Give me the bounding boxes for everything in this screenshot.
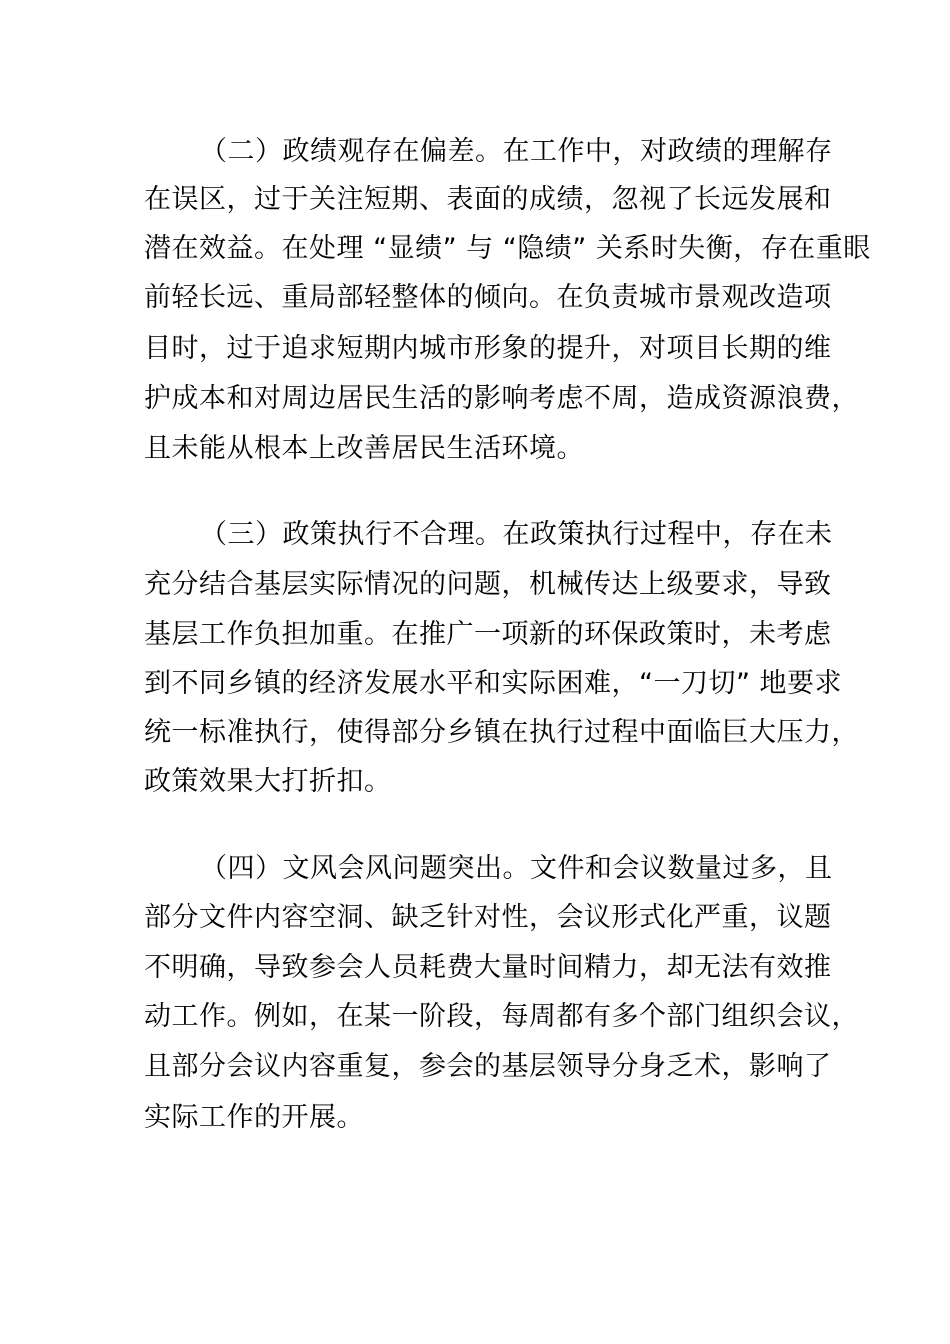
paragraph-line: （三）政策执行不合理。在政策执行过程中，存在未 <box>200 519 833 550</box>
paragraph-line: 到不同乡镇的经济发展水平和实际困难，“一刀切” 地要求 <box>144 668 843 699</box>
paragraph-line: 潜在效益。在处理 “显绩” 与 “隐绩” 关系时失衡，存在重眼 <box>144 233 871 264</box>
paragraph-line: 实际工作的开展。 <box>144 1102 364 1133</box>
paragraph-line: 前轻长远、重局部轻整体的倾向。在负责城市景观改造项 <box>144 282 832 313</box>
paragraph-line: 且部分会议内容重复，参会的基层领导分身乏术，影响了 <box>144 1051 832 1082</box>
paragraph-line: （二）政绩观存在偏差。在工作中，对政绩的理解存 <box>200 136 833 167</box>
paragraph-line: 动工作。例如，在某一阶段，每周都有多个部门组织会议， <box>144 1001 859 1032</box>
paragraph-line: 护成本和对周边居民生活的影响考虑不周，造成资源浪费， <box>144 383 859 414</box>
paragraph-line: 部分文件内容空洞、缺乏针对性，会议形式化严重，议题 <box>144 902 832 933</box>
paragraph-line: 不明确，导致参会人员耗费大量时间精力，却无法有效推 <box>144 952 832 983</box>
paragraph-line: 政策效果大打折扣。 <box>144 766 392 797</box>
paragraph-line: 目时，过于追求短期内城市形象的提升，对项目长期的维 <box>144 333 832 364</box>
paragraph-line: 充分结合基层实际情况的问题，机械传达上级要求，导致 <box>144 569 832 600</box>
paragraph-line: （四）文风会风问题突出。文件和会议数量过多，且 <box>200 853 833 884</box>
paragraph-line: 基层工作负担加重。在推广一项新的环保政策时，未考虑 <box>144 619 832 650</box>
paragraph-line: 在误区，过于关注短期、表面的成绩，忽视了长远发展和 <box>144 184 832 215</box>
paragraph-line: 统一标准执行，使得部分乡镇在执行过程中面临巨大压力， <box>144 717 859 748</box>
paragraph-line: 且未能从根本上改善居民生活环境。 <box>144 433 584 464</box>
